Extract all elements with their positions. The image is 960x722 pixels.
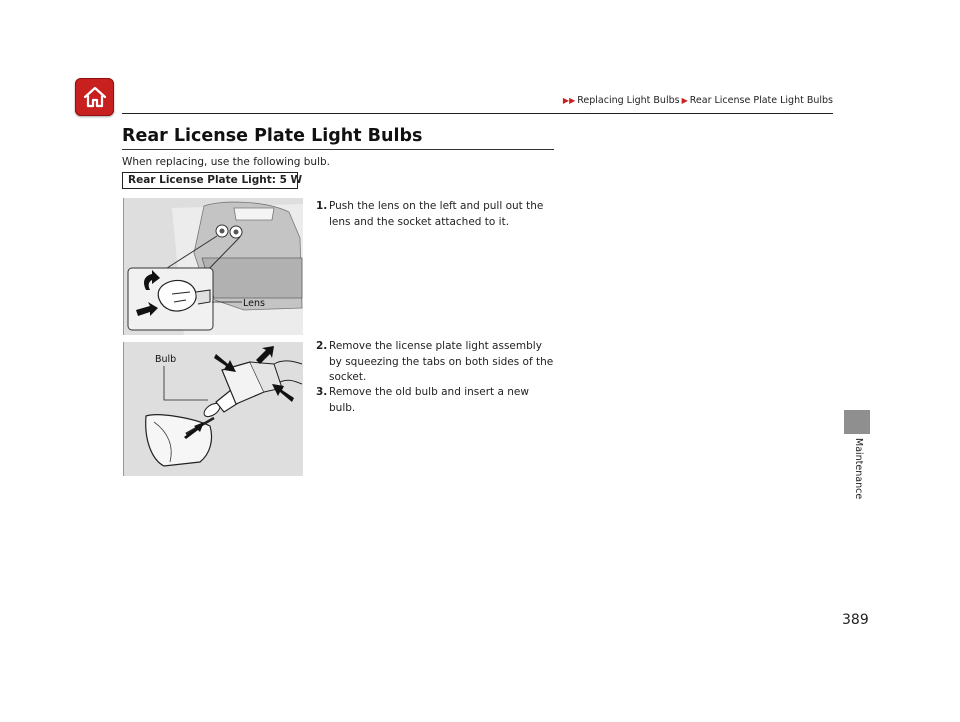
step-text: Push the lens on the left and pull out the lens and the socket attached to it. [329,200,544,228]
figure-lens-removal [123,198,303,335]
home-icon [82,85,108,109]
step-2 [316,339,556,386]
header-divider [122,113,833,114]
breadcrumb-item[interactable]: Rear License Plate Light Bulbs [689,95,833,106]
title-underline [122,149,554,150]
bulb-label: Bulb [155,354,177,365]
step-number: 3. [316,386,328,398]
step-number: 1. [316,200,328,212]
bulb-spec-box: Rear License Plate Light: 5 W [122,172,298,189]
step-3 [316,385,556,416]
squeeze-arrow-icon [272,384,294,402]
step-text: Remove the old bulb and insert a new bulb. [329,386,529,414]
pull-arrow-icon [256,346,274,364]
triangle-right-icon: ▶ [681,96,688,105]
page-number: 389 [842,612,869,628]
step-text: Remove the license plate light assembly by squeezing the tabs on both sides of the socket. [329,340,554,383]
section-tab-marker[interactable] [844,410,870,434]
section-title: Rear License Plate Light Bulbs [122,126,423,146]
car-rear-illustration [124,198,303,335]
figure-bulb-removal [123,342,303,476]
breadcrumb-item[interactable]: Replacing Light Bulbs [577,95,680,106]
triangle-right-icon: ▶▶ [562,96,576,105]
home-button[interactable] [75,78,114,116]
section-tab-label[interactable]: Maintenance [853,438,864,500]
step-number: 2. [316,340,328,352]
squeeze-arrow-icon [214,354,236,372]
breadcrumb [561,95,833,106]
bulb-socket-illustration [124,342,303,476]
intro-text: When replacing, use the following bulb. [122,156,331,168]
step-1 [316,199,556,230]
lens-label: Lens [243,298,265,309]
